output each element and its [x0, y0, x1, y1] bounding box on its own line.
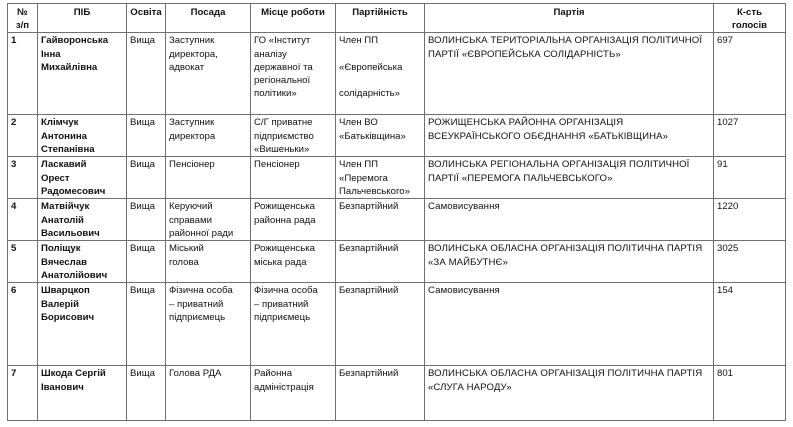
candidate-votes: 697 — [714, 33, 786, 115]
candidate-position: Пенсіонер — [166, 157, 251, 199]
column-header-number: № з/п — [8, 4, 38, 33]
candidate-education: Вища — [127, 283, 166, 366]
candidate-education: Вища — [127, 366, 166, 421]
column-header-votes: К-сть голосів — [714, 4, 786, 33]
candidate-education: Вища — [127, 115, 166, 157]
column-header-position: Посада — [166, 4, 251, 33]
table-row — [8, 115, 786, 157]
row-number: 6 — [8, 283, 38, 366]
candidate-workplace: Районна адміністрація — [251, 366, 336, 421]
candidate-party-membership: Член ВО «Батьківщина» — [336, 115, 425, 157]
candidates-table — [7, 3, 786, 421]
candidate-party-membership: Член ПП «Перемога Пальчевського» — [336, 157, 425, 199]
candidate-party: ВОЛИНСЬКА ОБЛАСНА ОРГАНІЗАЦІЯ ПОЛІТИЧНА ПАРТІЯ «ЗА МАЙБУТНЄ» — [425, 241, 714, 283]
candidate-position: Заступник директора — [166, 115, 251, 157]
row-number: 7 — [8, 366, 38, 421]
candidate-name: Шкода Сергій Іванович — [38, 366, 127, 421]
candidate-votes: 3025 — [714, 241, 786, 283]
candidate-education: Вища — [127, 33, 166, 115]
table-row — [8, 241, 786, 283]
candidate-votes: 154 — [714, 283, 786, 366]
candidate-name: Поліщук Вячеслав Анатолійович — [38, 241, 127, 283]
candidate-name: Шварцкоп Валерій Борисович — [38, 283, 127, 366]
candidate-name: Матвійчук Анатолій Васильович — [38, 199, 127, 241]
candidate-name: Гайворонська Інна Михайлівна — [38, 33, 127, 115]
candidate-party-membership: Член ПП «Європейська солідарність» — [336, 33, 425, 115]
candidate-votes: 801 — [714, 366, 786, 421]
candidate-education: Вища — [127, 241, 166, 283]
row-number: 3 — [8, 157, 38, 199]
candidate-workplace: Пенсіонер — [251, 157, 336, 199]
row-number: 1 — [8, 33, 38, 115]
candidate-position: Керуючий справами районної ради — [166, 199, 251, 241]
column-header-workplace: Місце роботи — [251, 4, 336, 33]
candidate-party: РОЖИЩЕНСЬКА РАЙОННА ОРГАНІЗАЦІЯ ВСЕУКРАЇНСЬКОГО ОБЄДНАННЯ «БАТЬКІВЩИНА» — [425, 115, 714, 157]
candidate-party: Самовисування — [425, 199, 714, 241]
table-row — [8, 366, 786, 421]
table-row — [8, 33, 786, 115]
table-header-row — [8, 4, 786, 33]
candidate-party-membership: Безпартійний — [336, 366, 425, 421]
candidate-party: ВОЛИНСЬКА РЕГІОНАЛЬНА ОРГАНІЗАЦІЯ ПОЛІТИЧНОЇ ПАРТІЇ «ПЕРЕМОГА ПАЛЬЧЕВСЬКОГО» — [425, 157, 714, 199]
candidate-party: Самовисування — [425, 283, 714, 366]
column-header-party-membership: Партійність — [336, 4, 425, 33]
column-header-education: Освіта — [127, 4, 166, 33]
candidate-votes: 1220 — [714, 199, 786, 241]
candidate-votes: 1027 — [714, 115, 786, 157]
candidate-workplace: С/Г приватне підприємство «Вишеньки» — [251, 115, 336, 157]
candidate-votes: 91 — [714, 157, 786, 199]
candidate-workplace: Фізична особа – приватний підприємець — [251, 283, 336, 366]
row-number: 5 — [8, 241, 38, 283]
candidate-party: ВОЛИНСЬКА ТЕРИТОРІАЛЬНА ОРГАНІЗАЦІЯ ПОЛІТИЧНОЇ ПАРТІЇ «ЄВРОПЕЙСЬКА СОЛІДАРНІСТЬ» — [425, 33, 714, 115]
table-row — [8, 157, 786, 199]
candidate-party-membership: Безпартійний — [336, 199, 425, 241]
row-number: 4 — [8, 199, 38, 241]
column-header-name: ПІБ — [38, 4, 127, 33]
candidate-workplace: Рожищенська міська рада — [251, 241, 336, 283]
candidate-position: Міський голова — [166, 241, 251, 283]
table-row — [8, 283, 786, 366]
candidate-education: Вища — [127, 157, 166, 199]
candidate-position: Заступник директора, адвокат — [166, 33, 251, 115]
candidate-education: Вища — [127, 199, 166, 241]
candidate-workplace: Рожищенська районна рада — [251, 199, 336, 241]
candidate-name: Ласкавий Орест Радомесович — [38, 157, 127, 199]
candidate-name: Клімчук Антонина Степанівна — [38, 115, 127, 157]
column-header-party: Партія — [425, 4, 714, 33]
candidate-party: ВОЛИНСЬКА ОБЛАСНА ОРГАНІЗАЦІЯ ПОЛІТИЧНА ПАРТІЯ «СЛУГА НАРОДУ» — [425, 366, 714, 421]
row-number: 2 — [8, 115, 38, 157]
candidate-position: Голова РДА — [166, 366, 251, 421]
candidate-position: Фізична особа – приватний підприємець — [166, 283, 251, 366]
table-row — [8, 199, 786, 241]
candidate-party-membership: Безпартійний — [336, 283, 425, 366]
candidate-workplace: ГО «Інститут аналізу державної та регіональної політики» — [251, 33, 336, 115]
candidate-party-membership: Безпартійний — [336, 241, 425, 283]
